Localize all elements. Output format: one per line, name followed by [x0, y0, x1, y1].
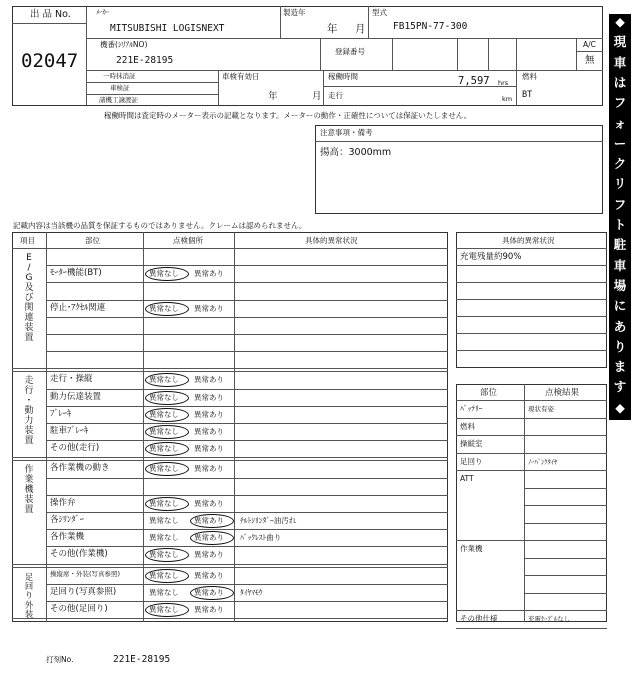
- selection-circle: [145, 569, 189, 583]
- part-label: 操縦席・外装(写真参照): [50, 569, 121, 578]
- result-value: 充電ｹｰﾌﾞﾙなし: [528, 615, 571, 623]
- banner-char: に: [613, 298, 627, 314]
- part-label: 各作業機の動き: [50, 463, 110, 474]
- banner-char: 車: [613, 257, 627, 273]
- selection-circle: [145, 408, 189, 422]
- insp-month-unit: 月: [312, 91, 322, 102]
- abnormal-detail: ﾊﾞｯｸﾚｽﾄ曲り: [240, 533, 282, 543]
- hours-label: 稼働時間: [328, 72, 358, 81]
- abnormal-detail: ﾀｲﾔﾏﾓｳ: [240, 587, 263, 597]
- part-label: 動力伝達装置: [50, 391, 102, 402]
- result-part: 燃料: [460, 421, 475, 431]
- part-label: その他(作業機): [50, 549, 108, 560]
- maker-value: MITSUBISHI LOGISNEXT: [110, 23, 225, 34]
- part-label: 足回り(写真参照): [50, 586, 117, 597]
- part-label: その他(走行): [50, 443, 100, 454]
- year-label: 製造年: [283, 8, 306, 17]
- serial-label: 機番(ｼﾘｱﾙNO): [100, 40, 148, 49]
- result-part: 足回り: [460, 456, 483, 466]
- check-ng[interactable]: 異常あり: [194, 375, 224, 385]
- remarks-box: [315, 125, 603, 214]
- col-check-header: 点検個所: [173, 236, 203, 245]
- result-part: ﾊﾞｯﾃﾘｰ: [460, 404, 483, 413]
- model-value: FB15PN-77-300: [393, 21, 468, 32]
- results-table: [456, 384, 607, 622]
- reg-label: 登録番号: [335, 47, 365, 56]
- col-detail-header: 具体的異常状況: [305, 236, 358, 245]
- check-ng[interactable]: 異常あり: [194, 533, 224, 543]
- year-unit: 年: [327, 23, 338, 35]
- selection-circle: [190, 586, 234, 600]
- group-label: 足 回 り 外 装: [24, 571, 34, 619]
- fuel-value: BT: [522, 90, 533, 100]
- month-unit: 月: [355, 23, 366, 35]
- check-ng[interactable]: 異常あり: [194, 605, 224, 614]
- ac-label: A/C: [583, 40, 596, 49]
- check-ng[interactable]: 異常あり: [194, 392, 224, 402]
- stamp-value: 221E-28195: [113, 654, 171, 665]
- group-label: 走 行 ・ 動 力 装 置: [24, 376, 34, 447]
- selection-circle: [145, 302, 189, 316]
- check-ok[interactable]: 異常なし: [149, 516, 179, 525]
- banner-char: 場: [613, 277, 627, 293]
- cert2-label: 車検証: [110, 84, 130, 92]
- remarks-label: 注意事項・備考: [320, 128, 373, 137]
- check-ng[interactable]: 異常あり: [194, 269, 224, 279]
- part-label: 走行・操縦: [50, 374, 93, 385]
- check-ok[interactable]: 異常なし: [149, 533, 179, 543]
- header-frame: [12, 6, 603, 106]
- check-ok[interactable]: 異常なし: [149, 550, 179, 560]
- part-label: 駐車ﾌﾞﾚｰｷ: [50, 426, 89, 436]
- check-ng[interactable]: 異常あり: [194, 444, 224, 454]
- hours-note: 稼働時間は査定時のメーター表示の記載となります。メーターの動作・正確性については保証いたしません。: [104, 111, 472, 120]
- hours-unit: hrs: [498, 79, 509, 87]
- check-ng[interactable]: 異常あり: [194, 498, 224, 508]
- selection-circle: [145, 603, 189, 617]
- banner-char: ◆: [615, 14, 625, 29]
- right-detail-line1: 充電残量約90%: [460, 252, 522, 262]
- banner-char: あ: [613, 318, 627, 334]
- col-part-header: 部位: [85, 236, 100, 245]
- banner-char: フ: [613, 95, 627, 111]
- check-ng[interactable]: 異常あり: [194, 464, 224, 474]
- banner-char: ま: [613, 359, 627, 375]
- result-part: 操縦室: [460, 439, 483, 448]
- part-label: 各ｼﾘﾝﾀﾞｰ: [50, 515, 85, 525]
- travel-unit: km: [502, 95, 513, 103]
- quality-note: 記載内容は当該機の品質を保証するものではありません。クレームは認められません。: [13, 221, 307, 230]
- banner-char: ◆: [615, 399, 625, 415]
- result-part: その他仕様: [460, 614, 498, 623]
- serial-value: 221E-28195: [116, 55, 174, 66]
- maker-label: ﾒｰｶｰ: [96, 8, 109, 16]
- check-ok[interactable]: 異常なし: [149, 587, 179, 597]
- check-ng[interactable]: 異常あり: [194, 587, 224, 597]
- part-label: その他(足回り): [50, 604, 108, 614]
- check-ok[interactable]: 異常なし: [149, 570, 179, 580]
- group-label: E / G 及 び 関 連 装 置: [24, 253, 34, 343]
- check-ok[interactable]: 異常なし: [149, 303, 179, 313]
- part-label: ﾌﾞﾚｰｷ: [50, 408, 72, 419]
- check-ok[interactable]: 異常なし: [149, 444, 179, 454]
- abnormal-detail: ﾁﾙﾄｼﾘﾝﾀﾞｰ油汚れ: [240, 516, 297, 525]
- banner-char: ト: [613, 217, 627, 232]
- shupin-label: 出 品 No.: [30, 9, 71, 20]
- banner-char: ォ: [613, 115, 627, 131]
- banner-char: ー: [613, 135, 627, 151]
- result-value: ﾉｰﾊﾟﾝｸﾀｲﾔ: [528, 457, 558, 466]
- banner-char: フ: [613, 196, 627, 212]
- results-part-header: 部位: [480, 388, 498, 398]
- check-ok[interactable]: 異常なし: [149, 269, 179, 279]
- location-banner: [609, 14, 631, 420]
- selection-circle: [145, 391, 189, 405]
- check-ng[interactable]: 異常あり: [194, 550, 224, 560]
- ac-value: 無: [585, 55, 595, 66]
- inspection-label: 車検有効日: [222, 72, 260, 81]
- banner-char: 車: [613, 54, 627, 70]
- insp-year-unit: 年: [268, 91, 278, 102]
- banner-char: リ: [613, 176, 627, 192]
- fuel-label: 燃料: [522, 72, 537, 81]
- check-ok[interactable]: 異常なし: [149, 409, 179, 419]
- part-label: ﾓｰﾀｰ機能(BT): [50, 268, 102, 279]
- check-ng[interactable]: 異常あり: [194, 570, 224, 580]
- stamp-label: 打刻No.: [46, 655, 74, 664]
- result-part: ATT: [460, 474, 474, 483]
- banner-char: 現: [613, 34, 627, 50]
- banner-char: 駐: [613, 237, 627, 253]
- cert1-label: 一時抹消証: [103, 72, 136, 80]
- selection-circle: [145, 497, 189, 511]
- banner-char: す: [613, 379, 627, 395]
- lot-number: 02047: [21, 50, 79, 72]
- banner-char: り: [613, 338, 627, 354]
- hours-value: 7,597: [458, 75, 490, 87]
- model-label: 型式: [372, 8, 387, 17]
- check-ok[interactable]: 異常なし: [149, 375, 179, 385]
- results-result-header: 点検結果: [545, 388, 580, 398]
- check-ng[interactable]: 異常あり: [194, 427, 224, 436]
- part-label: 操作弁: [50, 497, 76, 508]
- check-ng[interactable]: 異常あり: [194, 516, 224, 525]
- check-ok[interactable]: 異常なし: [149, 605, 179, 614]
- right-detail-header: 具体的異常状況: [502, 236, 555, 245]
- banner-char: ク: [613, 156, 627, 172]
- check-ok[interactable]: 異常なし: [149, 464, 179, 474]
- col-item-header: 項目: [20, 236, 35, 245]
- part-label: 停止･ｱｸｾﾙ関連: [50, 302, 106, 313]
- group-label: 作 業 機 装 置: [24, 465, 34, 516]
- check-ok[interactable]: 異常なし: [149, 498, 179, 508]
- check-ng[interactable]: 異常あり: [194, 303, 224, 313]
- selection-circle: [145, 425, 189, 439]
- remarks-text: 揚高：3000mm: [320, 147, 392, 158]
- travel-label: 走行: [328, 91, 343, 100]
- check-ok[interactable]: 異常なし: [149, 392, 179, 402]
- check-ng[interactable]: 異常あり: [194, 409, 224, 419]
- part-label: 各作業機: [50, 532, 85, 543]
- cert3-label: 諸機工譲渡証: [99, 96, 138, 104]
- result-part: 作業機: [460, 544, 483, 553]
- result-value: 現状有姿: [528, 405, 554, 413]
- check-ok[interactable]: 異常なし: [149, 427, 179, 436]
- banner-char: は: [613, 74, 627, 90]
- selection-circle: [190, 514, 234, 528]
